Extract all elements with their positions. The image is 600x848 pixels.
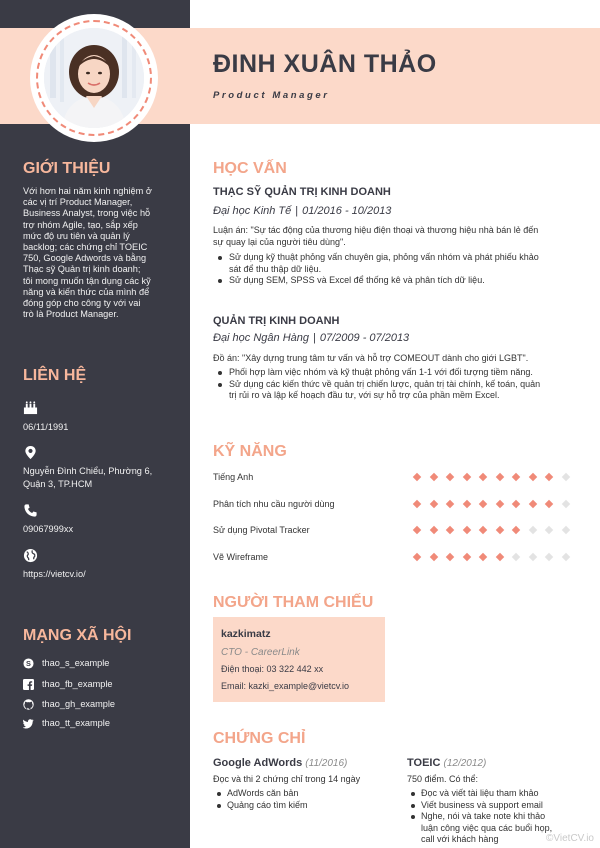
- skill-dot-empty: [545, 553, 553, 561]
- description-line: Đồ án: "Xây dựng trung tâm tư vấn và hỗ trợ COMEOUT dành cho giới LGBT".: [213, 353, 529, 363]
- reference-card: [213, 617, 385, 702]
- skill-name: Sử dụng Pivotal Tracker: [213, 525, 310, 535]
- intro-line: các vị trí Product Manager,: [23, 197, 133, 208]
- skill-dot-filled: [429, 553, 437, 561]
- skill-row: [213, 525, 585, 537]
- certificate-year: (12/2012): [443, 758, 487, 769]
- skill-dot-empty: [512, 553, 520, 561]
- github-icon: [23, 699, 34, 710]
- separator: |: [313, 332, 316, 344]
- phone-value: 03 322 442 xx: [266, 664, 324, 674]
- skill-dot-filled: [495, 473, 503, 481]
- address-value: [23, 465, 183, 490]
- skill-dot-filled: [462, 500, 470, 508]
- bullet-line: Sử dụng kỹ thuật phỏng vấn chuyên gia, phỏng vấn nhóm và phát phiếu khảo: [229, 252, 539, 262]
- skill-row: [213, 472, 585, 484]
- education-description: [213, 353, 585, 365]
- intro-line: Với hơn hai năm kinh nghiệm ở: [23, 186, 152, 196]
- intro-line: mức độ ưu tiên và quản lý: [23, 230, 130, 241]
- skill-dot-filled: [528, 500, 536, 508]
- skill-dot-filled: [495, 526, 503, 534]
- social-item-twitter[interactable]: [23, 717, 110, 729]
- bullet-line: Phối hợp làm việc nhóm và kỹ thuật phỏng vấn 1-1 với đối tượng tiềm năng.: [229, 367, 533, 377]
- social-item-facebook[interactable]: [23, 678, 113, 690]
- skill-dot-empty: [561, 473, 569, 481]
- twitter-icon: [23, 718, 34, 729]
- certificate-title: [407, 757, 486, 769]
- reference-heading: NGƯỜI THAM CHIẾU: [213, 594, 374, 611]
- education-bullets: [213, 367, 585, 402]
- education-heading: HỌC VẤN: [213, 160, 287, 177]
- intro-line: 750, Google Adwords và bằng: [23, 253, 147, 264]
- address-line: Nguyễn Đình Chiểu, Phường 6,: [23, 466, 153, 476]
- bullet-line: Sử dụng các kiến thức về quản trị chiến lược, quản trị tài chính, kế toán, quản: [229, 378, 541, 389]
- birthday-value: 06/11/1991: [23, 422, 69, 432]
- skill-dot-filled: [462, 526, 470, 534]
- skype-icon: [23, 658, 34, 669]
- skill-dot-empty: [561, 526, 569, 534]
- skill-dot-filled: [429, 526, 437, 534]
- candidate-job-title: Product Manager: [213, 90, 330, 101]
- social-heading: MẠNG XÃ HỘI: [23, 627, 132, 644]
- skill-name: Vẽ Wireframe: [213, 552, 269, 562]
- skill-dot-filled: [479, 526, 487, 534]
- skill-dot-empty: [545, 526, 553, 534]
- education-school-line: [213, 205, 391, 217]
- education-degree: QUẢN TRỊ KINH DOANH: [213, 315, 340, 327]
- phone-label: Điện thoại:: [221, 664, 265, 674]
- github-handle: thao_gh_example: [42, 699, 116, 709]
- skill-level-dots: [413, 554, 585, 562]
- skill-dot-filled: [429, 473, 437, 481]
- certificate-title: [213, 757, 347, 769]
- avatar: [44, 28, 144, 128]
- skill-dot-filled: [495, 553, 503, 561]
- certificate-year: (11/2016): [305, 758, 348, 769]
- education-bullets: [213, 252, 585, 287]
- education-period: 01/2016 - 10/2013: [302, 205, 392, 217]
- globe-icon: [23, 548, 38, 563]
- reference-email: [221, 681, 349, 691]
- skill-dot-filled: [413, 500, 421, 508]
- skill-row: [213, 552, 585, 564]
- phone-value: 09067999xx: [23, 524, 74, 534]
- bullet-line: luận công việc qua các buổi họp,: [421, 822, 553, 833]
- education-degree: THẠC SỸ QUẢN TRỊ KINH DOANH: [213, 186, 391, 198]
- skill-dot-filled: [479, 473, 487, 481]
- intro-line: đóng góp cho công ty với vai: [23, 298, 141, 309]
- intro-line: Thạc sỹ Quản trị kinh doanh;: [23, 264, 141, 275]
- skill-dot-filled: [413, 473, 421, 481]
- skill-level-dots: [413, 501, 585, 509]
- list-item: [213, 275, 585, 287]
- skill-dot-filled: [512, 473, 520, 481]
- list-item: [213, 367, 585, 379]
- skill-dot-filled: [413, 553, 421, 561]
- intro-line: Business Analyst, trong việc hỗ: [23, 208, 151, 219]
- list-item: Quảng cáo tìm kiếm: [213, 800, 388, 812]
- skill-dot-filled: [429, 500, 437, 508]
- education-description: [213, 225, 585, 248]
- skill-dot-filled: [545, 473, 553, 481]
- skill-dot-empty: [528, 553, 536, 561]
- list-item: Đọc và viết tài liệu tham khảo: [407, 788, 582, 800]
- certificate-description: 750 điểm. Có thể:: [407, 774, 479, 784]
- facebook-icon: [23, 679, 34, 690]
- skill-dot-filled: [512, 500, 520, 508]
- bullet-line: sát để thu thập dữ liệu.: [229, 263, 322, 274]
- skill-dot-empty: [561, 553, 569, 561]
- phone-icon: [23, 503, 38, 518]
- list-item: [213, 252, 585, 275]
- twitter-handle: thao_tt_example: [42, 718, 110, 728]
- description-line: sự quay lại của người tiêu dùng".: [213, 236, 346, 247]
- skill-row: [213, 499, 585, 511]
- skill-dot-filled: [446, 500, 454, 508]
- skill-dot-filled: [479, 500, 487, 508]
- candidate-name: ĐINH XUÂN THẢO: [213, 50, 437, 78]
- location-pin-icon: [23, 445, 38, 460]
- education-school: Đại học Kinh Tế: [213, 205, 292, 217]
- watermark: ©VietCV.io: [546, 833, 594, 844]
- email-label: Email:: [221, 681, 247, 691]
- certificates-heading: CHỨNG CHỈ: [213, 730, 306, 747]
- skill-dot-filled: [446, 553, 454, 561]
- skill-level-dots: [413, 527, 585, 535]
- skill-dot-filled: [528, 473, 536, 481]
- skill-dot-filled: [479, 553, 487, 561]
- bullet-line: Sử dụng SEM, SPSS và Excel để thống kê và phân tích dữ liệu.: [229, 275, 485, 285]
- skill-dot-filled: [545, 500, 553, 508]
- certificate-description: Đọc và thi 2 chứng chỉ trong 14 ngày: [213, 774, 361, 784]
- intro-line: trợ nhóm Agile, tạo, sắp xếp: [23, 219, 138, 230]
- skill-level-dots: [413, 474, 585, 482]
- social-item-skype[interactable]: [23, 657, 109, 669]
- skill-dot-filled: [512, 526, 520, 534]
- intro-heading: GIỚI THIỆU: [23, 160, 111, 177]
- skill-name: Tiếng Anh: [213, 472, 254, 482]
- skills-heading: KỸ NĂNG: [213, 443, 287, 460]
- intro-line: backlog; các chứng chỉ TOEIC: [23, 242, 148, 253]
- svg-text:S: S: [26, 658, 31, 668]
- certificate-name: TOEIC: [407, 757, 441, 769]
- education-period: 07/2009 - 07/2013: [319, 332, 410, 344]
- description-line: Luận án: "Sự tác động của thương hiệu điện thoại và thương hiệu nhà bán lẻ đến: [213, 225, 539, 235]
- reference-role: CTO - CareerLink: [221, 647, 300, 658]
- skill-dot-filled: [446, 473, 454, 481]
- bullet-line: call với khách hàng: [421, 834, 499, 844]
- intro-text: [23, 186, 175, 320]
- birthday-cake-icon: [23, 400, 38, 415]
- list-item: [213, 379, 585, 402]
- skill-dot-empty: [561, 500, 569, 508]
- intro-line: tôi mong muốn tận dụng các kỹ: [23, 275, 151, 286]
- skill-dot-filled: [413, 526, 421, 534]
- education-school: Đại học Ngân Hàng: [213, 332, 310, 344]
- skype-handle: thao_s_example: [42, 658, 110, 668]
- skill-dot-filled: [462, 553, 470, 561]
- skill-dot-empty: [528, 526, 536, 534]
- facebook-handle: thao_fb_example: [42, 679, 113, 689]
- separator: |: [295, 205, 299, 217]
- list-item: AdWords căn bản: [213, 788, 388, 800]
- avatar-illustration: [44, 28, 144, 128]
- skill-dot-filled: [446, 526, 454, 534]
- reference-phone: [221, 664, 323, 674]
- education-school-line: [213, 332, 409, 344]
- list-item: Viết business và support email: [407, 800, 582, 812]
- intro-line: năng và kiến thức của mình để: [23, 286, 150, 297]
- email-value[interactable]: kazki_example@vietcv.io: [248, 681, 350, 691]
- skill-dot-filled: [462, 473, 470, 481]
- bullet-line: trị rủi ro và lập kế hoạch đầu tư, với sự hỗ trợ của phần mềm Excel.: [229, 390, 500, 400]
- bullet-line: Nghe, nói và take note khi thảo: [421, 811, 546, 821]
- certificate-bullets: [213, 788, 388, 811]
- address-line: Quận 3, TP.HCM: [23, 478, 93, 489]
- intro-line: trò là Product Manager.: [23, 309, 119, 320]
- contact-heading: LIÊN HỆ: [23, 367, 87, 384]
- certificate-name: Google AdWords: [213, 757, 303, 769]
- social-item-github[interactable]: [23, 698, 115, 710]
- website-link[interactable]: https://vietcv.io/: [23, 569, 86, 579]
- skill-dot-filled: [495, 500, 503, 508]
- reference-name: kazkimatz: [221, 628, 271, 640]
- skill-name: Phân tích nhu cầu người dùng: [213, 499, 335, 509]
